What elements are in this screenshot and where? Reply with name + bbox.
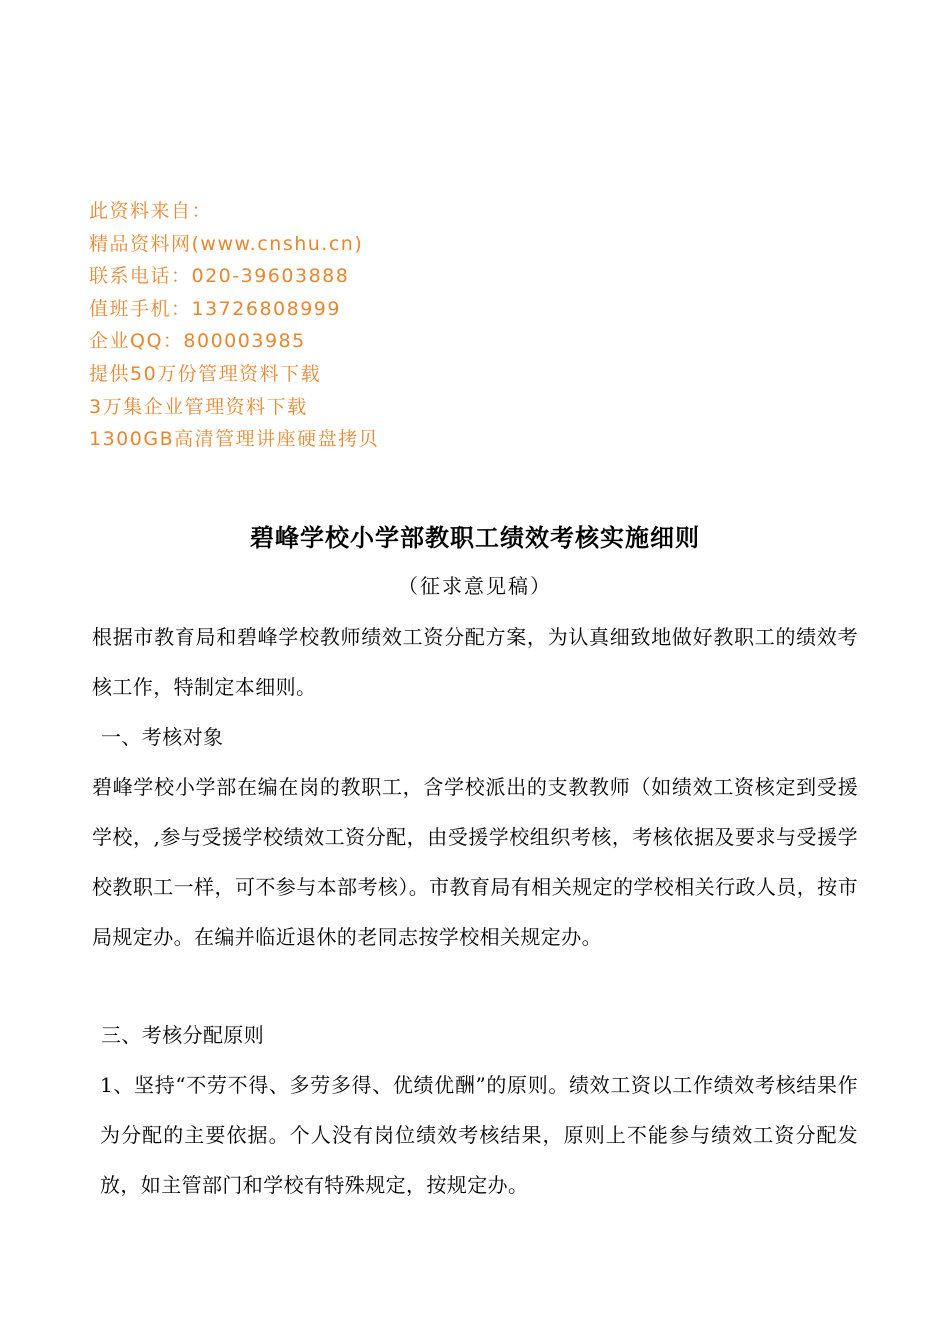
source-notice-line: 精品资料网(www.cnshu.cn)	[89, 232, 364, 255]
source-notice-line: 企业QQ：800003985	[89, 330, 306, 353]
source-notice-line: 3万集企业管理资料下载	[89, 395, 308, 418]
document-subtitle: （征求意见稿）	[398, 574, 552, 598]
section-heading-principles: 三、考核分配原则	[101, 1023, 265, 1047]
source-notice-line: 此资料来自：	[89, 200, 213, 222]
section-heading-targets: 一、考核对象	[101, 725, 224, 749]
source-notice-line: 1300GB高清管理讲座硬盘拷贝	[89, 428, 380, 451]
source-notice-line: 提供50万份管理资料下载	[89, 362, 322, 385]
intro-paragraph: 根据市教育局和碧峰学校教师绩效工资分配方案，为认真细致地做好教职工的绩效考核工作，特制定本细则。	[92, 625, 858, 699]
source-notice-line: 值班手机：13726808999	[89, 297, 341, 320]
document-title: 碧峰学校小学部教职工绩效考核实施细则	[250, 524, 700, 552]
source-notice	[89, 195, 509, 456]
source-notice-line: 联系电话：020-39603888	[89, 265, 350, 288]
principle-item-1: 1、坚持“不劳不得、多劳多得、优绩优酬”的原则。绩效工资以工作绩效考核结果作为分配的主要依据。个人没有岗位绩效考核结果，原则上不能参与绩效工资分配发放，如主管部门和学校有特殊规定，按规定办。	[100, 1073, 858, 1197]
section-targets-paragraph: 碧峰学校小学部在编在岗的教职工，含学校派出的支教教师（如绩效工资核定到受援学校，,参与受援学校绩效工资分配，由受援学校组织考核，考核依据及要求与受援学校教职工一样，可不参与本部考核）。市教育局有相关规定的学校相关行政人员，按市局规定办。在编并临近退休的老同志按学校相关规定办。	[92, 775, 858, 949]
